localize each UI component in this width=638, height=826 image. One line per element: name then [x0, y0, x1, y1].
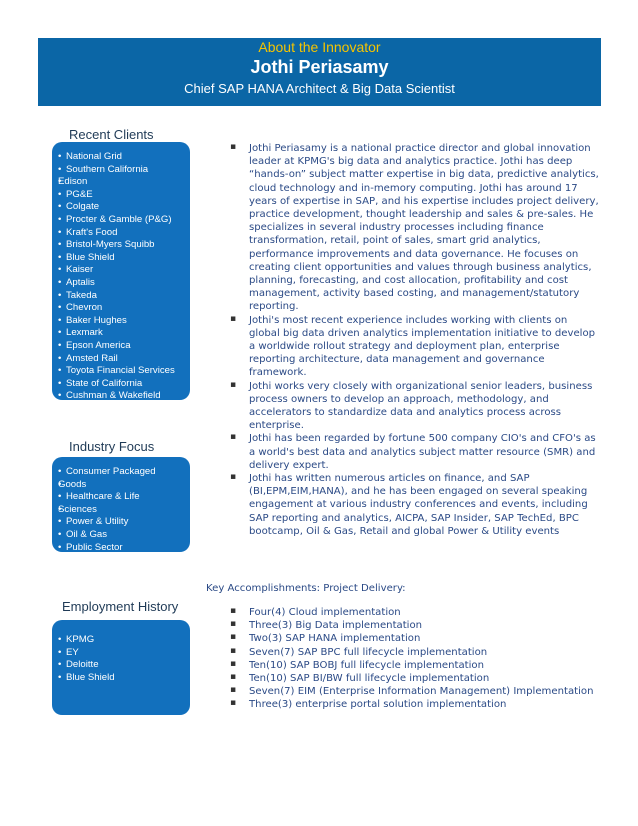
client-item: • Baker Hughes: [58, 315, 186, 328]
client-item: • Colgate: [58, 201, 186, 214]
bio-paragraph: ▪ Jothi has written numerous articles on finance, and SAP (BI,EPM,EIM,HANA), and he has been engaged on several speaking engagement at various industry conferences and events, including SAP reporting and analytics, AICPA, SAP Insider, SAP TechEd, BPC bootcamp, Oil & Gas, Retail and global Power & Utility events: [228, 472, 600, 538]
industry-item-continuation: • Sciences: [58, 504, 186, 517]
client-item: • Kaiser: [58, 264, 186, 277]
accomplishment-item: ▪ Ten(10) SAP BI/BW full lifecycle implementation: [228, 672, 600, 685]
accomplishment-item: ▪ Three(3) Big Data implementation: [228, 619, 600, 632]
header-banner: [38, 38, 601, 106]
accomplishments-section: [228, 606, 600, 712]
accomplishment-item: ▪ Three(3) enterprise portal solution implementation: [228, 698, 600, 711]
bio-paragraph: ▪ Jothi's most recent experience includes working with clients on global big data driven analytics implementation initiative to develop a worldwide rollout strategy and deployment plan, enterprise reporting architecture, data management and governance framework.: [228, 314, 600, 380]
accomplishment-item: ▪ Two(3) SAP HANA implementation: [228, 632, 600, 645]
client-item: • Chevron: [58, 302, 186, 315]
client-item: • Takeda: [58, 290, 186, 303]
industry-item: • Power & Utility: [58, 516, 186, 529]
employer-item: • Blue Shield: [58, 672, 186, 685]
accomplishment-item: ▪ Four(4) Cloud implementation: [228, 606, 600, 619]
recent-clients-box: [52, 142, 190, 414]
employment-history-title: Employment History: [62, 599, 179, 614]
client-item: • Bristol-Myers Squibb: [58, 239, 186, 252]
client-item: • Toyota Financial Services: [58, 365, 186, 378]
employer-item: • KPMG: [58, 634, 186, 647]
innovator-name: Jothi Periasamy: [250, 57, 389, 77]
client-item: • Amsted Rail: [58, 353, 186, 366]
industry-item: • Public Sector: [58, 542, 186, 555]
industry-focus-title: Industry Focus: [69, 439, 155, 454]
innovator-role: Chief SAP HANA Architect & Big Data Scientist: [184, 81, 455, 96]
accomplishment-item: ▪ Ten(10) SAP BOBJ full lifecycle implementation: [228, 659, 600, 672]
industry-item: • Healthcare & Life: [58, 491, 186, 504]
bio-paragraph: ▪ Jothi has been regarded by fortune 500 company CIO's and CFO's as a world's best data and analytics subject matter resource (SMR) and delivery expert.: [228, 432, 600, 472]
accomplishment-item: ▪ Seven(7) EIM (Enterprise Information Management) Implementation: [228, 685, 600, 698]
client-item: • Beam Global: [58, 403, 186, 416]
accomplishment-item: ▪ Seven(7) SAP BPC full lifecycle implementation: [228, 646, 600, 659]
industry-focus-box: [52, 457, 190, 552]
client-item: • Southern California: [58, 164, 186, 177]
client-item: • Kraft's Food: [58, 227, 186, 240]
client-item: • Procter & Gamble (P&G): [58, 214, 186, 227]
client-item: • Blue Shield: [58, 252, 186, 265]
employer-item: • EY: [58, 647, 186, 660]
industry-item-continuation: • Goods: [58, 479, 186, 492]
recent-clients-title: Recent Clients: [69, 127, 154, 142]
header-eyebrow: About the Innovator: [258, 39, 381, 55]
industry-item: • Consumer Packaged: [58, 466, 186, 479]
client-item: • Lexmark: [58, 327, 186, 340]
client-item: • Aptalis: [58, 277, 186, 290]
accomplishments-title: Key Accomplishments: Project Delivery:: [206, 583, 406, 594]
client-item: • State of California: [58, 378, 186, 391]
employer-item: • Deloitte: [58, 659, 186, 672]
bio-paragraph: ▪ Jothi works very closely with organizational senior leaders, business process owners to develop an approach, methodology, and accelerators to standardize data and analytics process across enterprise.: [228, 380, 600, 433]
biography-section: [228, 142, 600, 538]
client-item: • National Grid: [58, 151, 186, 164]
client-item: • Epson America: [58, 340, 186, 353]
bio-paragraph: ▪ Jothi Periasamy is a national practice director and global innovation leader at KPMG's big data and analytics practice. Jothi has deep “hands-on” subject matter expertise in big data, predictive analytics, cloud technology and in-memory computing. Jothi has around 17 years of expertise in SAP, and his expertise includes project delivery, practice development, thought leadership and sales & pre-sales. He specializes in several industry processes including finance transformation, retail, point of sales, smart grid analytics, performance improvements and data governance. He focuses on creating client opportunities and values through business analytics, planning, forecasting, and cost allocation, profitability and cost management, activity based costing, and management/statutory reporting.: [228, 142, 600, 314]
client-item: • Cushman & Wakefield: [58, 390, 186, 403]
client-item: • PG&E: [58, 189, 186, 202]
industry-item: • Oil & Gas: [58, 529, 186, 542]
employment-history-box: [52, 620, 190, 715]
client-item-continuation: • Edison: [58, 176, 186, 189]
